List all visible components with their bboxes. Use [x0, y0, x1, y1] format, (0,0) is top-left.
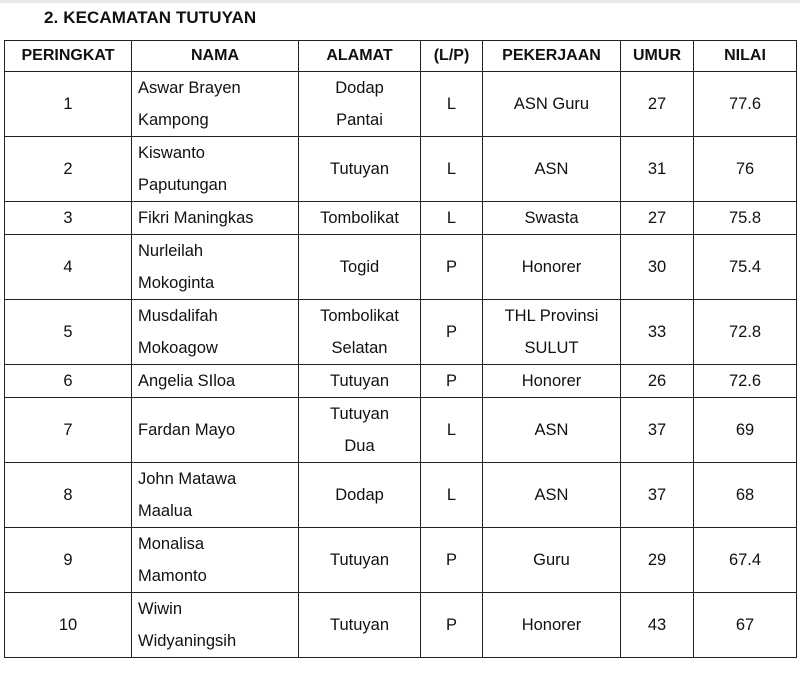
name-cell-line: Fikri Maningkas: [138, 209, 254, 227]
address-cell-line: Tutuyan: [329, 160, 389, 178]
gender-cell: P: [421, 300, 483, 365]
occupation-cell: [483, 137, 621, 202]
address-cell-line: Tutuyan: [329, 372, 389, 390]
occupation-cell-line: Swasta: [524, 209, 579, 227]
name-cell-line: Nurleilah: [138, 242, 204, 260]
occupation-cell-line: ASN Guru: [513, 95, 590, 113]
table-row: [5, 300, 797, 365]
gender-cell: L: [421, 398, 483, 463]
name-cell-line: Mamonto: [138, 567, 207, 585]
occupation-cell-line: ASN: [534, 421, 569, 439]
name-cell-line: John Matawa: [138, 470, 237, 488]
name-cell-line: Maalua: [138, 502, 193, 520]
age-cell: 27: [621, 202, 694, 235]
name-cell: [132, 202, 299, 235]
gender-cell: L: [421, 202, 483, 235]
address-cell: [299, 528, 421, 593]
score-cell: 67.4: [694, 528, 797, 593]
name-cell: [132, 593, 299, 658]
address-cell-line: Tombolikat: [320, 209, 399, 227]
rank-cell: 8: [5, 463, 132, 528]
table-row: [5, 528, 797, 593]
column-header-peringkat: PERINGKAT: [5, 41, 132, 72]
name-cell-line: Fardan Mayo: [138, 421, 236, 439]
occupation-cell-line: Honorer: [521, 372, 582, 390]
address-cell-line: Dua: [344, 437, 375, 455]
occupation-cell: [483, 398, 621, 463]
occupation-cell-line: Guru: [533, 551, 570, 569]
column-header-umur: UMUR: [621, 41, 694, 72]
rank-cell: 3: [5, 202, 132, 235]
address-cell: [299, 463, 421, 528]
address-cell: [299, 137, 421, 202]
rank-cell: 10: [5, 593, 132, 658]
address-cell-line: Tutuyan: [329, 551, 389, 569]
address-cell: [299, 72, 421, 137]
name-cell-line: Wiwin: [138, 600, 182, 618]
name-cell: [132, 72, 299, 137]
table-body: [5, 72, 797, 658]
rank-cell: 4: [5, 235, 132, 300]
table-row: [5, 365, 797, 398]
score-cell: 67: [694, 593, 797, 658]
table-row: [5, 202, 797, 235]
address-cell-line: Selatan: [331, 339, 388, 357]
name-cell-line: Mokoagow: [138, 339, 218, 357]
gender-cell: P: [421, 528, 483, 593]
occupation-cell: [483, 72, 621, 137]
name-cell-line: Kiswanto: [138, 144, 205, 162]
name-cell: [132, 398, 299, 463]
name-cell: [132, 235, 299, 300]
rank-cell: 5: [5, 300, 132, 365]
score-cell: 75.8: [694, 202, 797, 235]
column-header-lp: (L/P): [421, 41, 483, 72]
name-cell: [132, 365, 299, 398]
address-cell-line: Togid: [339, 258, 380, 276]
score-cell: 72.8: [694, 300, 797, 365]
score-cell: 72.6: [694, 365, 797, 398]
name-cell-line: Kampong: [138, 111, 209, 129]
occupation-cell: [483, 463, 621, 528]
age-cell: 29: [621, 528, 694, 593]
gender-cell: P: [421, 593, 483, 658]
name-cell: [132, 528, 299, 593]
occupation-cell: [483, 300, 621, 365]
table-header-row: [5, 41, 797, 72]
rank-cell: 6: [5, 365, 132, 398]
name-cell-line: Aswar Brayen: [138, 79, 241, 97]
gender-cell: L: [421, 72, 483, 137]
name-cell-line: Angelia SIloa: [138, 372, 236, 390]
gender-cell: L: [421, 463, 483, 528]
occupation-cell: [483, 593, 621, 658]
table-row: [5, 137, 797, 202]
occupation-cell: [483, 365, 621, 398]
column-header-alamat: ALAMAT: [299, 41, 421, 72]
address-cell: [299, 235, 421, 300]
age-cell: 30: [621, 235, 694, 300]
occupation-cell-line: THL Provinsi: [504, 307, 599, 325]
age-cell: 43: [621, 593, 694, 658]
score-cell: 75.4: [694, 235, 797, 300]
gender-cell: P: [421, 365, 483, 398]
table-row: [5, 398, 797, 463]
address-cell: [299, 365, 421, 398]
table-row: [5, 72, 797, 137]
address-cell: [299, 300, 421, 365]
score-cell: 76: [694, 137, 797, 202]
occupation-cell: [483, 528, 621, 593]
name-cell-line: Mokoginta: [138, 274, 215, 292]
name-cell-line: Paputungan: [138, 176, 228, 194]
occupation-cell-line: ASN: [534, 160, 569, 178]
top-edge-strip: [0, 0, 800, 3]
name-cell: [132, 463, 299, 528]
occupation-cell: [483, 235, 621, 300]
score-cell: 68: [694, 463, 797, 528]
age-cell: 37: [621, 398, 694, 463]
address-cell: [299, 593, 421, 658]
address-cell-line: Tutuyan: [329, 405, 389, 423]
rank-cell: 2: [5, 137, 132, 202]
column-header-pekerjaan: PEKERJAAN: [483, 41, 621, 72]
address-cell-line: Pantai: [336, 111, 383, 129]
rank-cell: 7: [5, 398, 132, 463]
occupation-cell-line: SULUT: [524, 339, 579, 357]
occupation-cell-line: Honorer: [521, 616, 582, 634]
name-cell-line: Musdalifah: [138, 307, 218, 325]
table-row: [5, 235, 797, 300]
column-header-nama: NAMA: [132, 41, 299, 72]
gender-cell: L: [421, 137, 483, 202]
name-cell-line: Widyaningsih: [138, 632, 237, 650]
name-cell: [132, 137, 299, 202]
rank-cell: 1: [5, 72, 132, 137]
rank-cell: 9: [5, 528, 132, 593]
score-cell: 77.6: [694, 72, 797, 137]
address-cell: [299, 398, 421, 463]
age-cell: 31: [621, 137, 694, 202]
age-cell: 26: [621, 365, 694, 398]
address-cell-line: Tutuyan: [329, 616, 389, 634]
age-cell: 37: [621, 463, 694, 528]
column-header-nilai: NILAI: [694, 41, 797, 72]
occupation-cell: [483, 202, 621, 235]
table-row: [5, 463, 797, 528]
gender-cell: P: [421, 235, 483, 300]
name-cell-line: Monalisa: [138, 535, 205, 553]
address-cell-line: Dodap: [335, 486, 384, 504]
age-cell: 27: [621, 72, 694, 137]
occupation-cell-line: ASN: [534, 486, 569, 504]
name-cell: [132, 300, 299, 365]
table-row: [5, 593, 797, 658]
address-cell: [299, 202, 421, 235]
score-cell: 69: [694, 398, 797, 463]
occupation-cell-line: Honorer: [521, 258, 582, 276]
address-cell-line: Dodap: [335, 79, 384, 97]
address-cell-line: Tombolikat: [320, 307, 399, 325]
age-cell: 33: [621, 300, 694, 365]
ranking-table: [4, 40, 797, 658]
section-heading: 2. KECAMATAN TUTUYAN: [44, 8, 257, 27]
